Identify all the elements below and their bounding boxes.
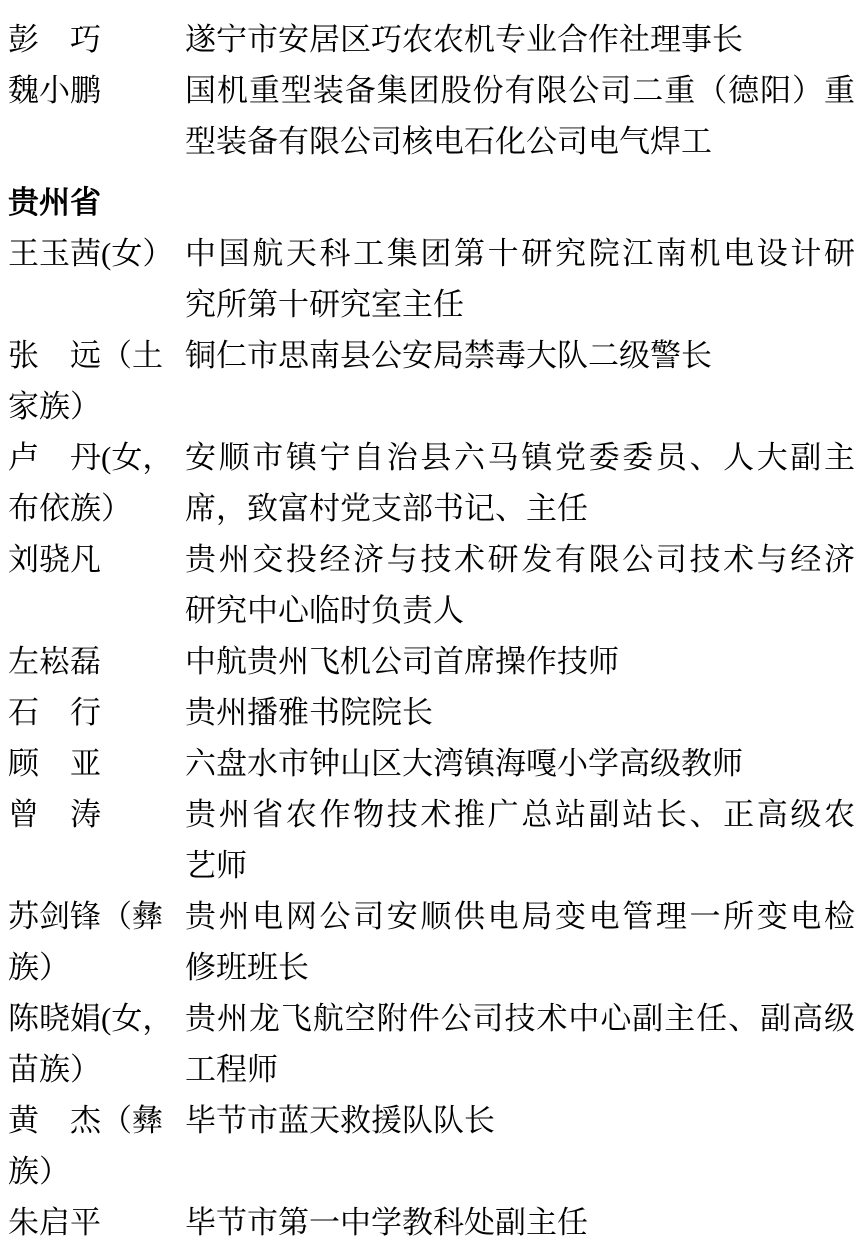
- name-line: 陈晓娟(女，: [8, 1001, 174, 1036]
- position-cell: [185, 65, 855, 167]
- table-row: [8, 1197, 855, 1247]
- name-cell: [8, 789, 185, 840]
- position-cell: [185, 1197, 855, 1247]
- name-line: 张 远（土: [8, 338, 163, 373]
- position-line: 席，致富村党支部书记、主任: [185, 491, 588, 526]
- position-line: 安顺市镇宁自治县六马镇党委委员、人大副主: [185, 440, 855, 475]
- name-line: 苗族）: [8, 1052, 101, 1087]
- name-cell: [8, 636, 185, 687]
- position-cell: [185, 1095, 855, 1146]
- table-row: [8, 687, 855, 738]
- position-line: 遂宁市安居区巧农农机专业合作社理事长: [185, 22, 743, 57]
- position-line: 修班班长: [185, 950, 309, 985]
- name-cell: [8, 534, 185, 585]
- name-line: 族）: [8, 950, 70, 985]
- name-cell: [8, 228, 185, 279]
- name-cell: [8, 330, 185, 432]
- position-cell: [185, 330, 855, 381]
- name-line: 朱启平: [8, 1205, 101, 1240]
- position-cell: [185, 687, 855, 738]
- name-line: 布依族）: [8, 491, 132, 526]
- position-line: 国机重型装备集团股份有限公司二重（德阳）重: [185, 73, 855, 108]
- position-line: 铜仁市思南县公安局禁毒大队二级警长: [185, 338, 712, 373]
- name-line: 王玉茜(女）: [8, 236, 174, 271]
- name-line: 顾 亚: [8, 746, 101, 781]
- name-line: 卢 丹(女，: [8, 440, 174, 475]
- position-cell: [185, 738, 855, 789]
- position-line: 毕节市第一中学教科处副主任: [185, 1205, 588, 1240]
- name-cell: [8, 687, 185, 738]
- position-cell: [185, 891, 855, 993]
- name-line: 苏剑锋（彝: [8, 899, 163, 934]
- position-cell: [185, 789, 855, 891]
- table-row: [8, 636, 855, 687]
- position-line: 毕节市蓝天救援队队长: [185, 1103, 495, 1138]
- position-line: 贵州电网公司安顺供电局变电管理一所变电检: [185, 899, 855, 934]
- name-cell: [8, 891, 185, 993]
- table-row: [8, 789, 855, 891]
- table-row: [8, 1095, 855, 1197]
- table-row: [8, 14, 855, 65]
- position-line: 贵州省农作物技术推广总站副站长、正高级农: [185, 797, 855, 832]
- table-row: [8, 228, 855, 330]
- position-cell: [185, 534, 855, 636]
- position-line: 究所第十研究室主任: [185, 287, 464, 322]
- table-row: [8, 534, 855, 636]
- province-section-header: 贵州省: [8, 185, 101, 220]
- name-cell: [8, 14, 185, 65]
- position-cell: [185, 14, 855, 65]
- name-cell: [8, 65, 185, 116]
- position-line: 贵州龙飞航空附件公司技术中心副主任、副高级: [185, 1001, 855, 1036]
- position-line: 贵州播雅书院院长: [185, 695, 433, 730]
- position-cell: [185, 993, 855, 1095]
- position-line: 型装备有限公司核电石化公司电气焊工: [185, 124, 712, 159]
- position-line: 艺师: [185, 848, 247, 883]
- table-row: [8, 891, 855, 993]
- name-cell: [8, 432, 185, 534]
- position-line: 贵州交投经济与技术研发有限公司技术与经济: [185, 542, 855, 577]
- position-cell: [185, 228, 855, 330]
- name-line: 黄 杰（彝: [8, 1103, 163, 1138]
- position-line: 工程师: [185, 1052, 278, 1087]
- table-row: [8, 330, 855, 432]
- table-row: [8, 432, 855, 534]
- position-cell: [185, 636, 855, 687]
- name-line: 彭 巧: [8, 22, 101, 57]
- position-line: 六盘水市钟山区大湾镇海嘎小学高级教师: [185, 746, 743, 781]
- table-row: [8, 65, 855, 167]
- name-line: 曾 涛: [8, 797, 101, 832]
- table-row: [8, 738, 855, 789]
- name-line: 左崧磊: [8, 644, 101, 679]
- name-line: 刘骁凡: [8, 542, 101, 577]
- name-line: 石 行: [8, 695, 101, 730]
- position-line: 研究中心临时负责人: [185, 593, 464, 628]
- name-cell: [8, 1197, 185, 1247]
- name-line: 族）: [8, 1154, 70, 1189]
- table-row: [8, 993, 855, 1095]
- name-line: 魏小鹏: [8, 73, 101, 108]
- position-cell: [185, 432, 855, 534]
- name-cell: [8, 993, 185, 1095]
- position-line: 中航贵州飞机公司首席操作技师: [185, 644, 619, 679]
- name-line: 家族）: [8, 389, 101, 424]
- name-cell: [8, 1095, 185, 1197]
- position-line: 中国航天科工集团第十研究院江南机电设计研: [185, 236, 855, 271]
- name-cell: [8, 738, 185, 789]
